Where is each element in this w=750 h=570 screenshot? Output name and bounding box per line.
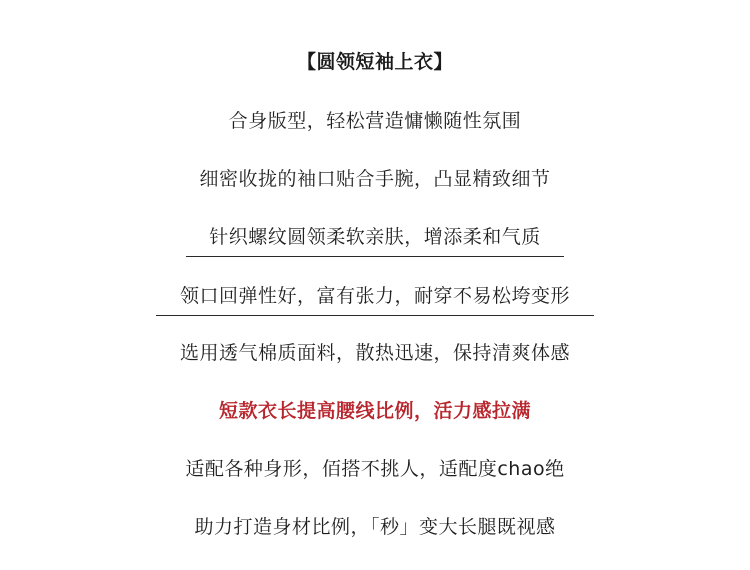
description-line-proportion: 助力打造身材比例，「秒」变大长腿既视感	[194, 516, 556, 538]
description-line-collar: 针织螺纹圆领柔软亲肤，增添柔和气质	[209, 226, 541, 248]
description-line-fabric: 选用透气棉质面料，散热迅速，保持清爽体感	[179, 342, 570, 364]
underline-collar	[186, 256, 564, 257]
description-line-neckline: 领口回弹性好，富有张力，耐穿不易松垮变形	[179, 285, 570, 307]
description-line-versatile: 适配各种身形，佰搭不挑人，适配度chao绝	[185, 458, 565, 480]
description-line-fit: 合身版型，轻松营造慵懒随性氛围	[228, 110, 522, 132]
section-title: 【圆领短袖上衣】	[296, 51, 453, 73]
description-line-cuff: 细密收拢的袖口贴合手腕，凸显精致细节	[199, 168, 551, 190]
underline-neckline	[156, 315, 594, 316]
description-line-highlight: 短款衣长提高腰线比例，活力感拉满	[218, 400, 531, 422]
